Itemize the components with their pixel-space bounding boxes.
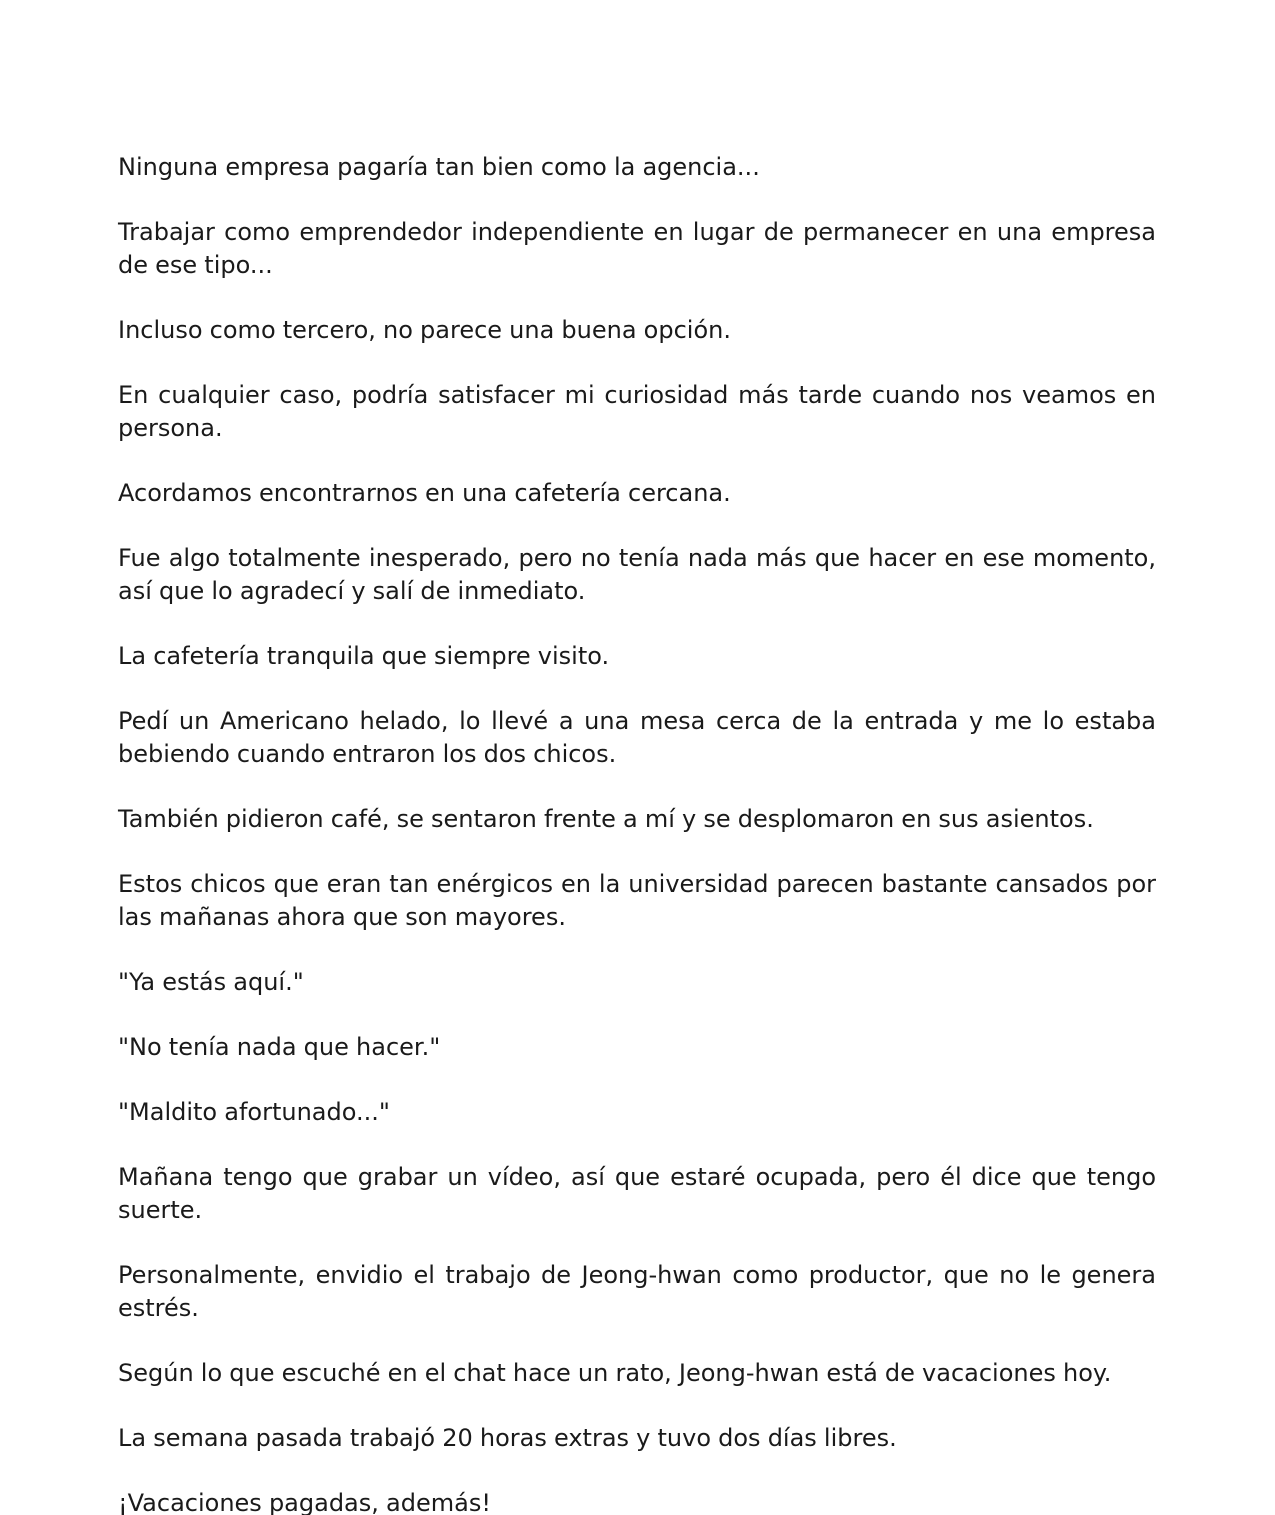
dialogue-line: "Maldito afortunado..." bbox=[118, 1098, 390, 1126]
paragraph: Según lo que escuché en el chat hace un rato, Jeong-hwan está de vacaciones hoy. bbox=[118, 1359, 1112, 1387]
paragraph: En cualquier caso, podría satisfacer mi curiosidad más tarde cuando nos veamos en persona. bbox=[118, 381, 1156, 442]
paragraph: Estos chicos que eran tan enérgicos en la universidad parecen bastante cansados por las mañanas ahora que son mayores. bbox=[118, 870, 1156, 931]
paragraph: Incluso como tercero, no parece una buena opción. bbox=[118, 316, 731, 344]
dialogue-line: "Ya estás aquí." bbox=[118, 968, 304, 996]
paragraph: Trabajar como emprendedor independiente en lugar de permanecer en una empresa de ese tipo... bbox=[118, 218, 1156, 279]
paragraph: La semana pasada trabajó 20 horas extras y tuvo dos días libres. bbox=[118, 1424, 897, 1452]
paragraph: Mañana tengo que grabar un vídeo, así que estaré ocupada, pero él dice que tengo suerte. bbox=[118, 1163, 1156, 1224]
paragraph: ¡Vacaciones pagadas, además! bbox=[118, 1489, 491, 1515]
paragraph: Personalmente, envidio el trabajo de Jeong-hwan como productor, que no le genera estrés. bbox=[118, 1261, 1156, 1322]
paragraph: La cafetería tranquila que siempre visito. bbox=[118, 642, 610, 670]
paragraph: Fue algo totalmente inesperado, pero no tenía nada más que hacer en ese momento, así que lo agradecí y salí de inmediato. bbox=[118, 544, 1156, 605]
body-text bbox=[118, 151, 1156, 1515]
paragraph: Pedí un Americano helado, lo llevé a una mesa cerca de la entrada y me lo estaba bebiendo cuando entraron los dos chicos. bbox=[118, 707, 1156, 768]
paragraph: Ninguna empresa pagaría tan bien como la agencia... bbox=[118, 153, 760, 181]
paragraph: También pidieron café, se sentaron frente a mí y se desplomaron en sus asientos. bbox=[118, 805, 1094, 833]
dialogue-line: "No tenía nada que hacer." bbox=[118, 1033, 441, 1061]
paragraph: Acordamos encontrarnos en una cafetería cercana. bbox=[118, 479, 731, 507]
